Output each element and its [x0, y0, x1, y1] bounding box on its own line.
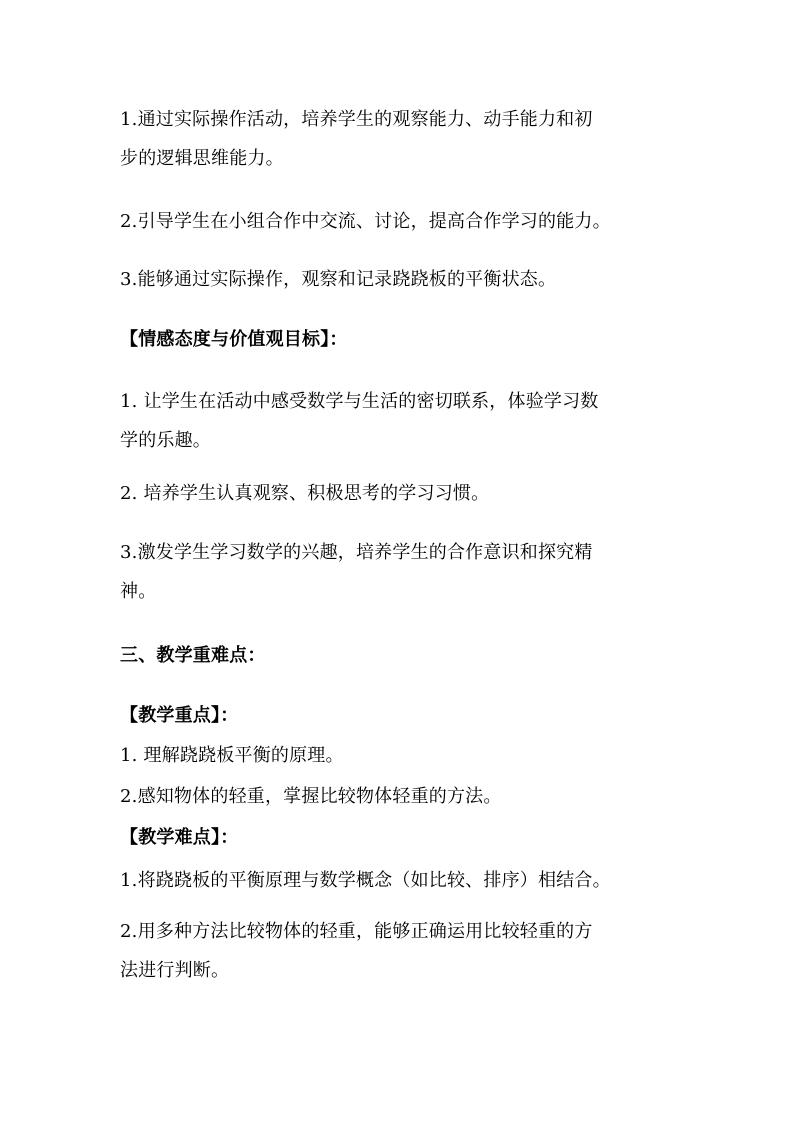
- ability-goal-1-line-1: 1.通过实际操作活动，培养学生的观察能力、动手能力和初: [120, 109, 593, 130]
- ability-goal-2: 2.引导学生在小组合作中交流、讨论，提高合作学习的能力。: [120, 211, 611, 232]
- ability-goal-3: 3.能够通过实际操作，观察和记录跷跷板的平衡状态。: [120, 269, 557, 290]
- emotion-goals-heading: 【情感态度与价值观目标】：: [120, 329, 348, 350]
- difficulty-1: 1.将跷跷板的平衡原理与数学概念（如比较、排序）相结合。: [120, 870, 611, 891]
- difficulty-heading: 【教学难点】：: [120, 827, 239, 848]
- ability-goal-1-line-2: 步的逻辑思维能力。: [120, 148, 284, 169]
- key-point-1: 1. 理解跷跷板平衡的原理。: [120, 745, 344, 766]
- difficulty-2-line-2: 法进行判断。: [120, 960, 230, 981]
- emotion-goal-1-line-1: 1. 让学生在活动中感受数学与生活的密切联系，体验学习数: [120, 391, 599, 412]
- emotion-goal-2: 2. 培养学生认真观察、积极思考的学习习惯。: [120, 483, 490, 504]
- key-point-2: 2.感知物体的轻重，掌握比较物体轻重的方法。: [120, 786, 502, 807]
- emotion-goal-3-line-1: 3.激发学生学习数学的兴趣，培养学生的合作意识和探究精: [120, 542, 593, 563]
- section-3-heading: 三、教学重难点：: [120, 645, 266, 666]
- emotion-goal-1-line-2: 学的乐趣。: [120, 430, 211, 451]
- difficulty-2-line-1: 2.用多种方法比较物体的轻重，能够正确运用比较轻重的方: [120, 921, 593, 942]
- key-points-heading: 【教学重点】：: [120, 705, 239, 726]
- emotion-goal-3-line-2: 神。: [120, 581, 157, 602]
